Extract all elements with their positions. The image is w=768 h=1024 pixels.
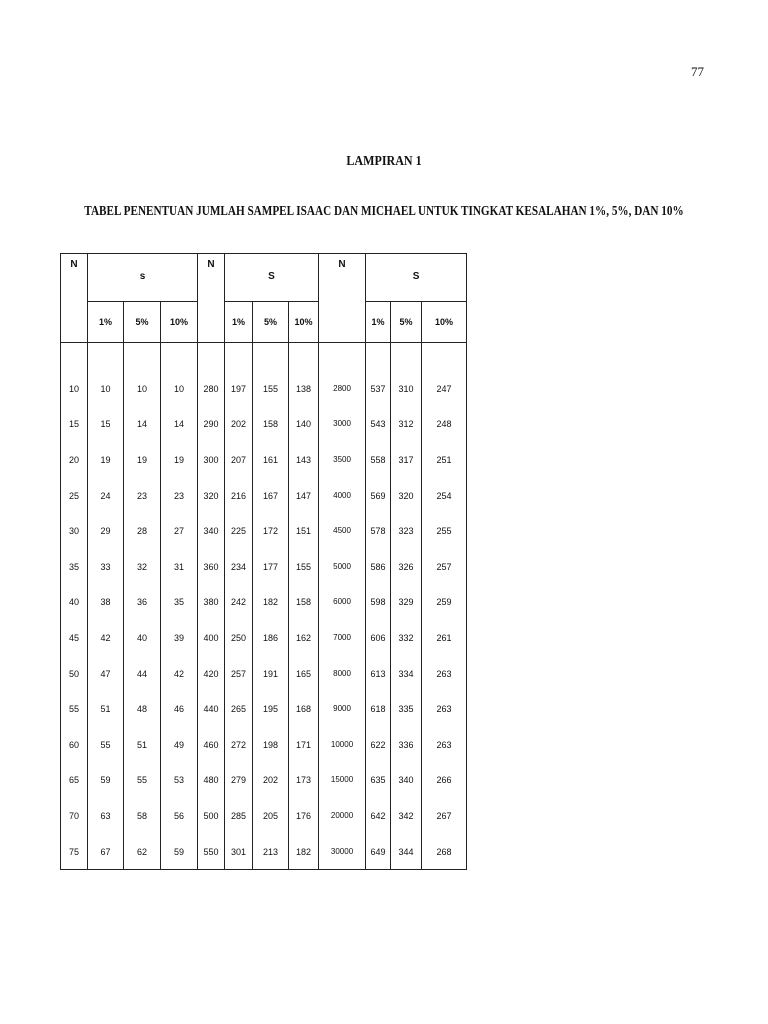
cell-s-10pct: 165 [289, 656, 319, 692]
table-row [61, 549, 467, 585]
cell-s-5pct: 195 [253, 691, 289, 727]
table-row [61, 727, 467, 763]
cell-s-1pct: 569 [366, 478, 391, 514]
cell-s-1pct: 234 [225, 549, 253, 585]
table-subheader-row [61, 301, 467, 342]
cell-s-1pct: 301 [225, 834, 253, 870]
cell-n: 40 [61, 585, 88, 621]
cell-s-10pct: 248 [422, 407, 467, 443]
cell-n: 360 [198, 549, 225, 585]
header-s-2: S [225, 254, 319, 302]
cell-s-10pct: 267 [422, 798, 467, 834]
cell-n: 460 [198, 727, 225, 763]
cell-n: 20 [61, 442, 88, 478]
cell-n: 30 [61, 513, 88, 549]
cell-s-1pct: 63 [88, 798, 124, 834]
table-row [61, 834, 467, 870]
cell-n: 3000 [319, 407, 366, 443]
table-row [61, 763, 467, 799]
cell-s-1pct: 202 [225, 407, 253, 443]
header-10pct: 10% [161, 301, 198, 342]
header-n-2: N [198, 254, 225, 343]
cell-s-10pct: 155 [289, 549, 319, 585]
cell-n: 290 [198, 407, 225, 443]
cell-s-1pct: 606 [366, 620, 391, 656]
cell-s-10pct: 56 [161, 798, 198, 834]
cell-n: 4500 [319, 513, 366, 549]
header-n-3: N [319, 254, 366, 343]
cell-n: 480 [198, 763, 225, 799]
cell-s-10pct: 173 [289, 763, 319, 799]
cell-s-1pct: 51 [88, 691, 124, 727]
table-row [61, 798, 467, 834]
cell-n: 400 [198, 620, 225, 656]
cell-s-5pct: 191 [253, 656, 289, 692]
cell-s-10pct: 266 [422, 763, 467, 799]
cell-n: 60 [61, 727, 88, 763]
cell-s-1pct: 649 [366, 834, 391, 870]
table-row [61, 371, 467, 407]
cell-s-10pct: 27 [161, 513, 198, 549]
cell-s-10pct: 53 [161, 763, 198, 799]
cell-s-1pct: 642 [366, 798, 391, 834]
cell-n: 8000 [319, 656, 366, 692]
cell-s-10pct: 140 [289, 407, 319, 443]
header-1pct: 1% [225, 301, 253, 342]
cell-s-5pct: 312 [391, 407, 422, 443]
cell-s-10pct: 257 [422, 549, 467, 585]
cell-s-10pct: 151 [289, 513, 319, 549]
table-row [61, 442, 467, 478]
cell-n: 30000 [319, 834, 366, 870]
cell-s-5pct: 167 [253, 478, 289, 514]
cell-s-10pct: 247 [422, 371, 467, 407]
cell-s-5pct: 158 [253, 407, 289, 443]
cell-n: 65 [61, 763, 88, 799]
cell-s-1pct: 207 [225, 442, 253, 478]
cell-n: 500 [198, 798, 225, 834]
cell-s-1pct: 24 [88, 478, 124, 514]
cell-s-1pct: 242 [225, 585, 253, 621]
cell-s-1pct: 47 [88, 656, 124, 692]
cell-s-5pct: 58 [124, 798, 161, 834]
cell-s-1pct: 19 [88, 442, 124, 478]
header-5pct: 5% [124, 301, 161, 342]
header-s-3: S [366, 254, 467, 302]
page-title: LAMPIRAN 1 [346, 154, 422, 169]
cell-s-5pct: 177 [253, 549, 289, 585]
header-10pct: 10% [422, 301, 467, 342]
cell-n: 2800 [319, 371, 366, 407]
cell-s-5pct: 32 [124, 549, 161, 585]
cell-s-5pct: 155 [253, 371, 289, 407]
cell-s-10pct: 147 [289, 478, 319, 514]
table-row [61, 656, 467, 692]
cell-s-5pct: 28 [124, 513, 161, 549]
cell-s-5pct: 198 [253, 727, 289, 763]
cell-s-1pct: 265 [225, 691, 253, 727]
cell-s-10pct: 158 [289, 585, 319, 621]
cell-s-10pct: 168 [289, 691, 319, 727]
cell-s-5pct: 182 [253, 585, 289, 621]
cell-s-10pct: 263 [422, 656, 467, 692]
cell-n: 35 [61, 549, 88, 585]
cell-s-1pct: 225 [225, 513, 253, 549]
cell-n: 7000 [319, 620, 366, 656]
cell-s-1pct: 250 [225, 620, 253, 656]
cell-s-5pct: 332 [391, 620, 422, 656]
header-5pct: 5% [253, 301, 289, 342]
cell-s-10pct: 35 [161, 585, 198, 621]
table-spacer-row [61, 343, 467, 372]
cell-s-5pct: 334 [391, 656, 422, 692]
table-title: TABEL PENENTUAN JUMLAH SAMPEL ISAAC DAN MICHAEL UNTUK TINGKAT KESALAHAN 1%, 5%, DAN 10% [84, 204, 684, 219]
cell-s-5pct: 23 [124, 478, 161, 514]
cell-n: 20000 [319, 798, 366, 834]
cell-s-10pct: 39 [161, 620, 198, 656]
cell-n: 45 [61, 620, 88, 656]
header-10pct: 10% [289, 301, 319, 342]
cell-s-1pct: 586 [366, 549, 391, 585]
cell-n: 280 [198, 371, 225, 407]
table-row [61, 513, 467, 549]
cell-s-10pct: 59 [161, 834, 198, 870]
cell-s-5pct: 329 [391, 585, 422, 621]
cell-s-10pct: 19 [161, 442, 198, 478]
cell-s-5pct: 342 [391, 798, 422, 834]
cell-s-1pct: 285 [225, 798, 253, 834]
cell-s-1pct: 10 [88, 371, 124, 407]
cell-s-1pct: 578 [366, 513, 391, 549]
header-5pct: 5% [391, 301, 422, 342]
cell-s-5pct: 326 [391, 549, 422, 585]
cell-s-10pct: 162 [289, 620, 319, 656]
cell-n: 320 [198, 478, 225, 514]
cell-s-10pct: 263 [422, 727, 467, 763]
cell-s-5pct: 202 [253, 763, 289, 799]
cell-s-1pct: 558 [366, 442, 391, 478]
cell-n: 4000 [319, 478, 366, 514]
cell-s-1pct: 279 [225, 763, 253, 799]
cell-s-1pct: 618 [366, 691, 391, 727]
cell-s-10pct: 263 [422, 691, 467, 727]
table-row [61, 407, 467, 443]
cell-n: 340 [198, 513, 225, 549]
cell-s-1pct: 272 [225, 727, 253, 763]
cell-s-10pct: 14 [161, 407, 198, 443]
cell-s-1pct: 216 [225, 478, 253, 514]
cell-s-5pct: 40 [124, 620, 161, 656]
cell-n: 15000 [319, 763, 366, 799]
cell-s-5pct: 213 [253, 834, 289, 870]
cell-s-5pct: 172 [253, 513, 289, 549]
cell-n: 9000 [319, 691, 366, 727]
header-1pct: 1% [88, 301, 124, 342]
cell-s-10pct: 46 [161, 691, 198, 727]
cell-n: 10000 [319, 727, 366, 763]
cell-s-5pct: 320 [391, 478, 422, 514]
cell-n: 550 [198, 834, 225, 870]
cell-s-1pct: 257 [225, 656, 253, 692]
cell-s-10pct: 23 [161, 478, 198, 514]
cell-s-10pct: 182 [289, 834, 319, 870]
cell-s-5pct: 336 [391, 727, 422, 763]
cell-s-5pct: 344 [391, 834, 422, 870]
cell-s-1pct: 67 [88, 834, 124, 870]
table-row [61, 620, 467, 656]
cell-s-1pct: 622 [366, 727, 391, 763]
cell-n: 5000 [319, 549, 366, 585]
header-1pct: 1% [366, 301, 391, 342]
cell-s-1pct: 613 [366, 656, 391, 692]
cell-s-5pct: 205 [253, 798, 289, 834]
cell-s-1pct: 59 [88, 763, 124, 799]
cell-n: 440 [198, 691, 225, 727]
cell-s-10pct: 268 [422, 834, 467, 870]
cell-s-5pct: 62 [124, 834, 161, 870]
cell-s-5pct: 36 [124, 585, 161, 621]
cell-n: 380 [198, 585, 225, 621]
cell-s-10pct: 254 [422, 478, 467, 514]
cell-n: 10 [61, 371, 88, 407]
sample-size-table [60, 253, 467, 870]
cell-s-5pct: 340 [391, 763, 422, 799]
cell-s-5pct: 186 [253, 620, 289, 656]
cell-s-5pct: 14 [124, 407, 161, 443]
page-number: 77 [691, 64, 704, 79]
cell-s-1pct: 543 [366, 407, 391, 443]
cell-s-1pct: 598 [366, 585, 391, 621]
cell-s-10pct: 251 [422, 442, 467, 478]
cell-s-5pct: 317 [391, 442, 422, 478]
cell-s-1pct: 537 [366, 371, 391, 407]
cell-s-1pct: 29 [88, 513, 124, 549]
cell-s-5pct: 10 [124, 371, 161, 407]
cell-s-10pct: 10 [161, 371, 198, 407]
cell-s-1pct: 197 [225, 371, 253, 407]
header-s-1: s [88, 254, 198, 302]
cell-n: 15 [61, 407, 88, 443]
cell-s-5pct: 51 [124, 727, 161, 763]
cell-n: 420 [198, 656, 225, 692]
cell-s-1pct: 42 [88, 620, 124, 656]
cell-s-10pct: 261 [422, 620, 467, 656]
cell-s-5pct: 310 [391, 371, 422, 407]
table-row [61, 478, 467, 514]
cell-n: 70 [61, 798, 88, 834]
cell-n: 25 [61, 478, 88, 514]
cell-n: 50 [61, 656, 88, 692]
header-n-1: N [61, 254, 88, 343]
cell-s-10pct: 259 [422, 585, 467, 621]
cell-s-5pct: 161 [253, 442, 289, 478]
cell-s-10pct: 49 [161, 727, 198, 763]
cell-n: 3500 [319, 442, 366, 478]
cell-s-10pct: 31 [161, 549, 198, 585]
cell-s-5pct: 44 [124, 656, 161, 692]
cell-s-1pct: 55 [88, 727, 124, 763]
cell-s-1pct: 635 [366, 763, 391, 799]
cell-s-1pct: 15 [88, 407, 124, 443]
cell-n: 75 [61, 834, 88, 870]
cell-s-10pct: 138 [289, 371, 319, 407]
cell-n: 300 [198, 442, 225, 478]
cell-n: 6000 [319, 585, 366, 621]
cell-s-10pct: 255 [422, 513, 467, 549]
cell-s-1pct: 33 [88, 549, 124, 585]
cell-n: 55 [61, 691, 88, 727]
cell-s-5pct: 323 [391, 513, 422, 549]
cell-s-10pct: 176 [289, 798, 319, 834]
cell-s-10pct: 171 [289, 727, 319, 763]
table-row [61, 691, 467, 727]
cell-s-5pct: 55 [124, 763, 161, 799]
cell-s-5pct: 19 [124, 442, 161, 478]
table-header-row [61, 254, 467, 302]
cell-s-5pct: 48 [124, 691, 161, 727]
cell-s-10pct: 42 [161, 656, 198, 692]
cell-s-10pct: 143 [289, 442, 319, 478]
cell-s-5pct: 335 [391, 691, 422, 727]
cell-s-1pct: 38 [88, 585, 124, 621]
table-row [61, 585, 467, 621]
